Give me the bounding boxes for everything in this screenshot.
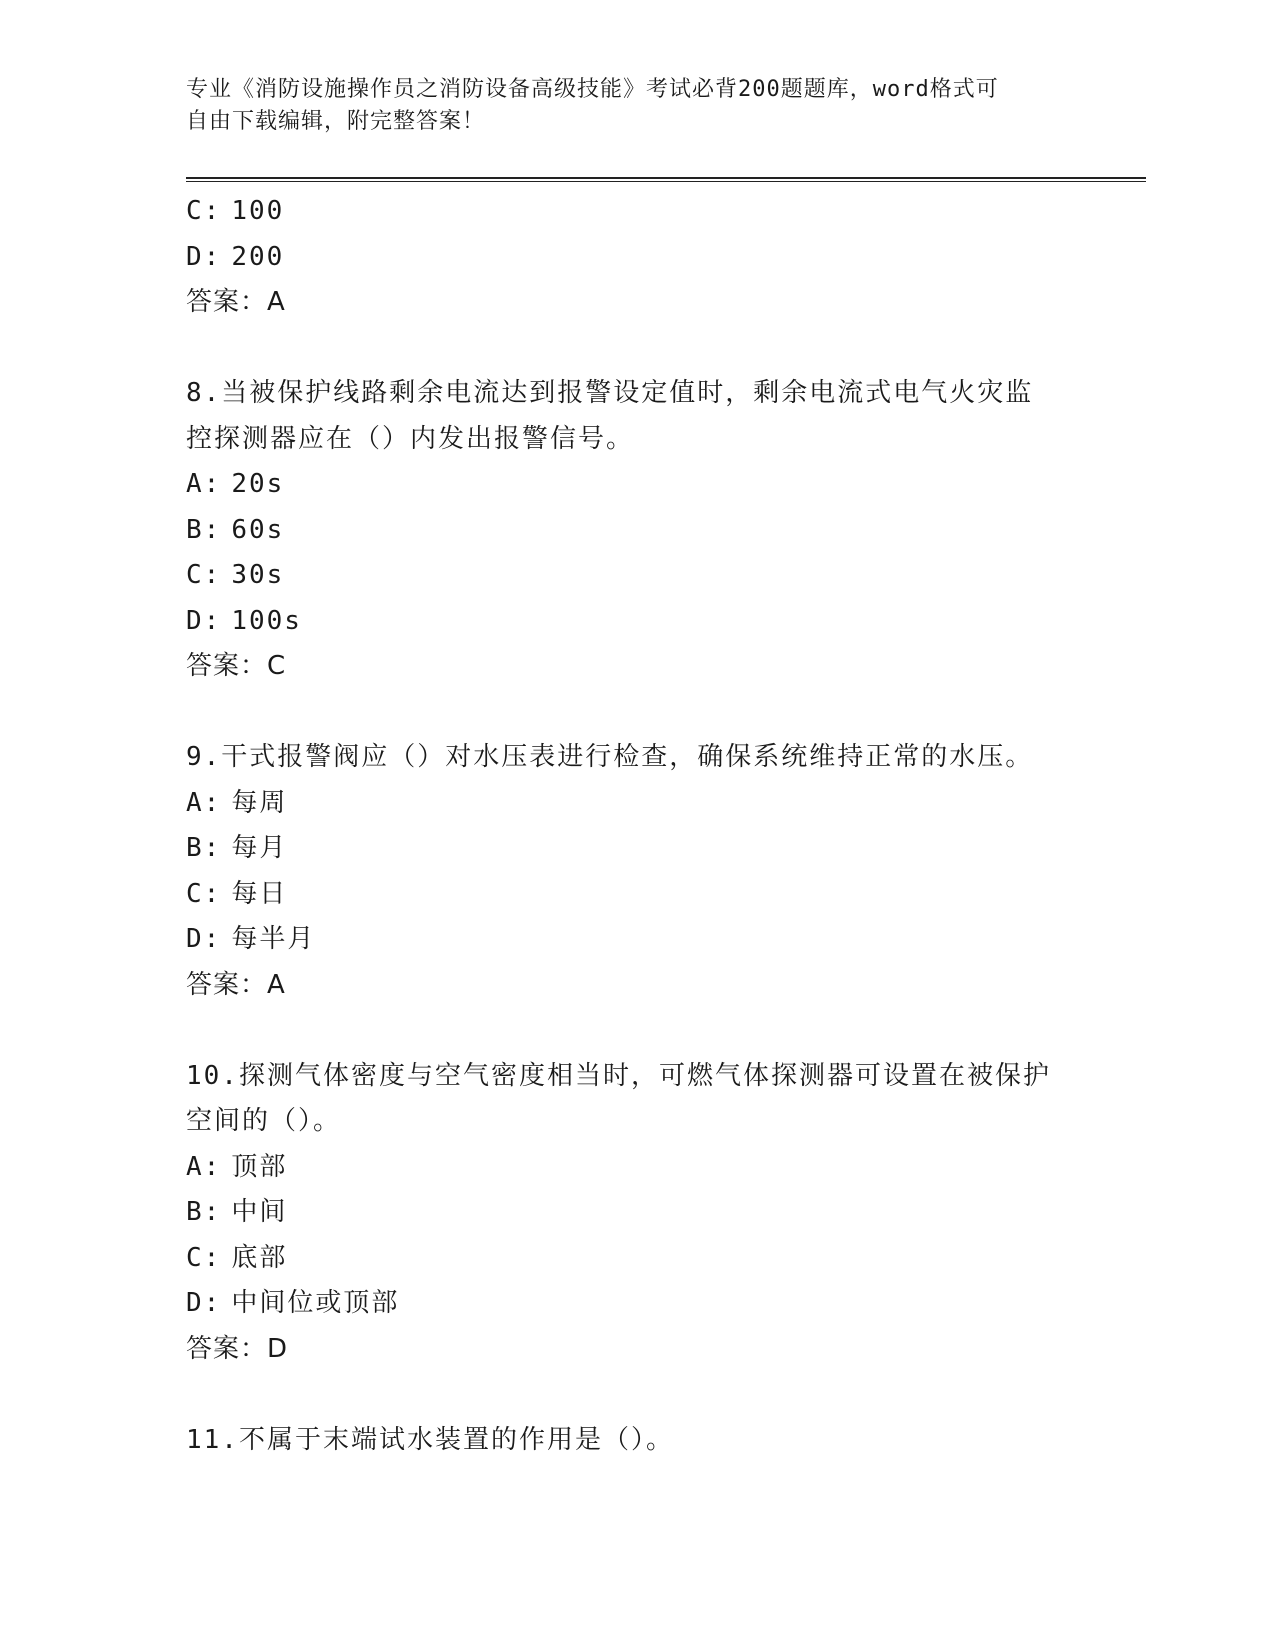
option-d: D: 每半月: [186, 924, 316, 954]
option-a: A: 20s: [186, 469, 285, 499]
option-b: B: 中间: [186, 1197, 288, 1227]
question-11: [186, 1418, 1086, 1464]
question-10: [186, 1054, 1086, 1373]
option-d: D: 100s: [186, 605, 302, 636]
question-stem: 11.不属于末端试水装置的作用是（）。: [186, 1424, 674, 1455]
document-header: [186, 74, 1086, 138]
spacer: [186, 1372, 1086, 1418]
option-a: A: 每周: [186, 787, 288, 818]
option-b: B: 60s: [186, 514, 285, 545]
header-title-line-1: 专业《消防设施操作员之消防设备高级技能》考试必背200题题库，word格式可: [186, 77, 999, 102]
answer-line: 答案：A: [186, 969, 286, 1000]
answer-line: 答案：D: [186, 1333, 289, 1364]
question-8: [186, 371, 1086, 690]
header-divider-thick: [186, 177, 1146, 179]
option-a: A: 顶部: [186, 1151, 288, 1182]
option-c: C: 30s: [186, 560, 285, 590]
question-stem: 10.探测气体密度与空气密度相当时，可燃气体探测器可设置在被保护: [186, 1060, 1051, 1091]
option-b: B: 每月: [186, 833, 288, 863]
spacer: [186, 326, 1086, 372]
spacer: [186, 690, 1086, 736]
question-stem: 9.干式报警阀应（）对水压表进行检查，确保系统维持正常的水压。: [186, 742, 1034, 772]
document-body: [186, 189, 1086, 1463]
option-d: D: 中间位或顶部: [186, 1288, 400, 1318]
option-c: C: 100: [186, 196, 285, 226]
answer-line: 答案：C: [186, 651, 287, 681]
option-d: D: 200: [186, 241, 285, 272]
question-stem-continued: 控探测器应在（）内发出报警信号。: [186, 423, 635, 454]
header-title-line-2: 自由下载编辑，附完整答案！: [186, 109, 486, 134]
answer-line: 答案：A: [186, 287, 286, 317]
spacer: [186, 1008, 1086, 1054]
question-9: [186, 735, 1086, 1008]
header-divider-thin: [186, 181, 1146, 182]
question-stem: 8.当被保护线路剩余电流达到报警设定值时，剩余电流式电气火灾监: [186, 378, 1034, 408]
option-c: C: 每日: [186, 878, 288, 909]
question-7-tail: [186, 189, 1086, 326]
question-stem-continued: 空间的（）。: [186, 1106, 342, 1136]
option-c: C: 底部: [186, 1242, 288, 1273]
